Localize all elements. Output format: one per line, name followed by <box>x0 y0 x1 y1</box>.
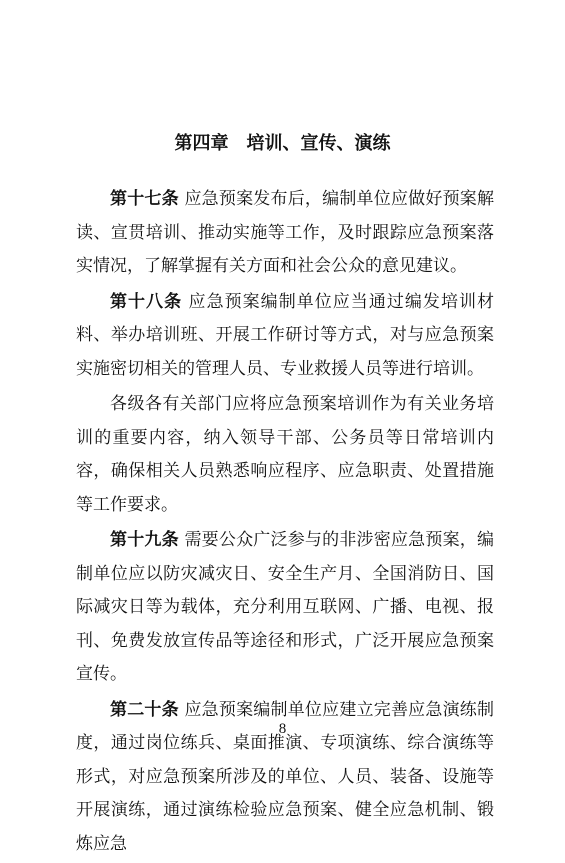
paragraph-text: 应急预案编制单位应当通过编发培训材料、举办培训班、开展工作研讨等方式，对与应急预案实施密切相关的管理人员、专业救援人员等进行培训。 <box>76 291 495 379</box>
paragraph-text: 需要公众广泛参与的非涉密应急预案，编制单位应以防灾减灾日、安全生产月、全国消防日、国际减灾日等为载体，充分利用互联网、广播、电视、报刊、免费发放宣传品等途径和形式，广泛开展应急预案宣传。 <box>76 530 495 684</box>
article-heading: 第十八条 <box>110 291 183 312</box>
paragraph-article-19 <box>76 524 494 692</box>
paragraph-text: 应急预案发布后，编制单位应做好预案解读、宣贯培训、推动实施等工作，及时跟踪应急预案落实情况，了解掌握有关方面和社会公众的意见建议。 <box>76 189 495 276</box>
article-heading: 第二十条 <box>110 699 179 720</box>
paragraph-article-18-continued <box>76 388 494 522</box>
paragraph-article-17 <box>76 183 494 284</box>
document-body <box>76 183 494 863</box>
paragraph-article-18 <box>76 286 494 387</box>
article-heading: 第十七条 <box>110 189 179 209</box>
chapter-title: 第四章 培训、宣传、演练 <box>174 133 391 154</box>
article-heading: 第十九条 <box>110 530 179 550</box>
page-number: 8 <box>278 721 287 737</box>
paragraph-text: 应急预案编制单位应建立完善应急演练制度，通过岗位练兵、桌面推演、专项演练、综合演练等形式，对应急预案所涉及的单位、人员、装备、设施等开展演练，通过演练检验应急预案、健全应急机制、锻炼应急 <box>76 699 495 854</box>
paragraph-text: 各级各有关部门应将应急预案培训作为有关业务培训的重要内容，纳入领导干部、公务员等日常培训内容，确保相关人员熟悉响应程序、应急职责、处置措施等工作要求。 <box>76 394 494 515</box>
